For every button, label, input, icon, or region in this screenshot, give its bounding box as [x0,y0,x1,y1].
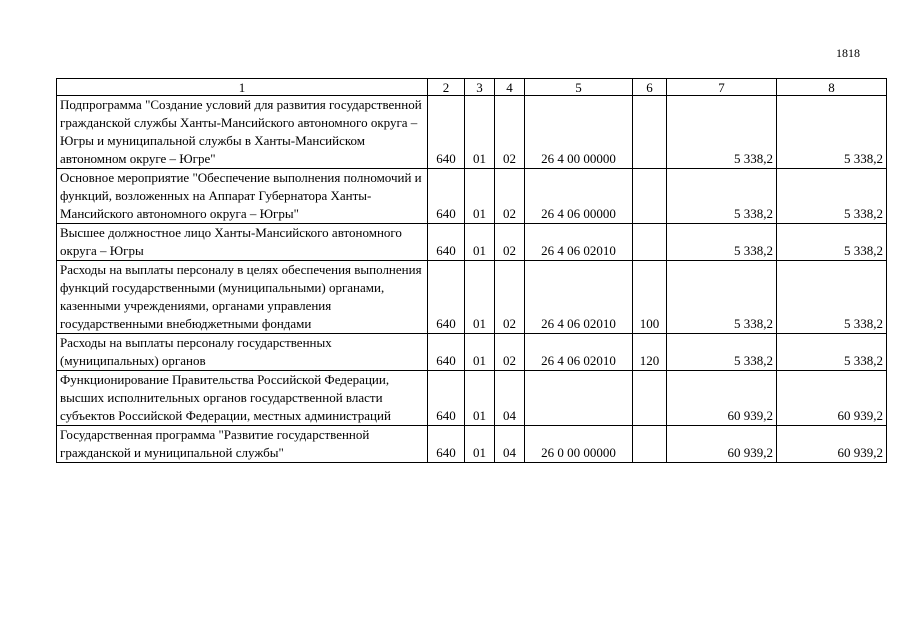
cell-section: 01 [465,96,495,169]
column-header: 5 [525,79,633,96]
row-name: Подпрограмма "Создание условий для развития государственной гражданской службы Ханты-Мансийского автономного округа – Югры и муниципальной службы в Ханты-Мансийском автономном округе – Югре" [57,96,428,169]
cell-expense-type: 120 [633,334,667,371]
cell-target-item [525,371,633,426]
row-name: Высшее должностное лицо Ханты-Мансийского автономного округа – Югры [57,224,428,261]
cell-admin-code: 640 [428,224,465,261]
cell-section: 01 [465,426,495,463]
cell-expense-type [633,169,667,224]
page-number: 1818 [836,46,860,60]
cell-expense-type [633,224,667,261]
cell-section: 01 [465,334,495,371]
cell-expense-type: 100 [633,261,667,334]
row-name: Основное мероприятие "Обеспечение выполнения полномочий и функций, возложенных на Аппарат Губернатора Ханты-Мансийского автономного округа – Югры" [57,169,428,224]
cell-amount: 5 338,2 [777,96,887,169]
cell-amount: 5 338,2 [777,169,887,224]
column-header: 4 [495,79,525,96]
cell-admin-code: 640 [428,261,465,334]
cell-target-item: 26 4 06 02010 [525,334,633,371]
cell-amount: 5 338,2 [777,334,887,371]
cell-admin-code: 640 [428,371,465,426]
table-row [57,426,887,463]
column-header: 6 [633,79,667,96]
column-header: 7 [667,79,777,96]
cell-subsection: 02 [495,261,525,334]
budget-table [56,78,887,463]
cell-amount: 5 338,2 [667,169,777,224]
cell-subsection: 02 [495,169,525,224]
cell-amount: 5 338,2 [777,261,887,334]
cell-amount: 60 939,2 [667,371,777,426]
table-row [57,169,887,224]
cell-amount: 5 338,2 [667,96,777,169]
cell-subsection: 02 [495,224,525,261]
column-header: 2 [428,79,465,96]
cell-amount: 60 939,2 [777,426,887,463]
cell-subsection: 02 [495,334,525,371]
column-header: 8 [777,79,887,96]
cell-amount: 60 939,2 [777,371,887,426]
column-header: 3 [465,79,495,96]
cell-amount: 5 338,2 [667,224,777,261]
cell-amount: 5 338,2 [667,261,777,334]
cell-target-item: 26 4 06 02010 [525,224,633,261]
cell-subsection: 02 [495,96,525,169]
cell-target-item: 26 0 00 00000 [525,426,633,463]
cell-section: 01 [465,371,495,426]
cell-target-item: 26 4 00 00000 [525,96,633,169]
table-row [57,334,887,371]
cell-amount: 5 338,2 [777,224,887,261]
cell-amount: 5 338,2 [667,334,777,371]
cell-target-item: 26 4 06 00000 [525,169,633,224]
table-row [57,96,887,169]
cell-expense-type [633,96,667,169]
cell-admin-code: 640 [428,426,465,463]
header-row [57,79,887,96]
cell-amount: 60 939,2 [667,426,777,463]
table-row [57,371,887,426]
cell-section: 01 [465,224,495,261]
table-row [57,224,887,261]
cell-section: 01 [465,261,495,334]
cell-expense-type [633,426,667,463]
cell-section: 01 [465,169,495,224]
cell-target-item: 26 4 06 02010 [525,261,633,334]
row-name: Функционирование Правительства Российской Федерации, высших исполнительных органов государственной власти субъектов Российской Федерации, местных администраций [57,371,428,426]
row-name: Расходы на выплаты персоналу государственных (муниципальных) органов [57,334,428,371]
row-name: Расходы на выплаты персоналу в целях обеспечения выполнения функций государственными (муниципальными) органами, казенными учреждениями, органами управления государственными внебюджетными фондами [57,261,428,334]
cell-expense-type [633,371,667,426]
table-row [57,261,887,334]
cell-admin-code: 640 [428,96,465,169]
cell-admin-code: 640 [428,334,465,371]
row-name: Государственная программа "Развитие государственной гражданской и муниципальной службы" [57,426,428,463]
cell-subsection: 04 [495,371,525,426]
cell-admin-code: 640 [428,169,465,224]
cell-subsection: 04 [495,426,525,463]
column-header: 1 [57,79,428,96]
